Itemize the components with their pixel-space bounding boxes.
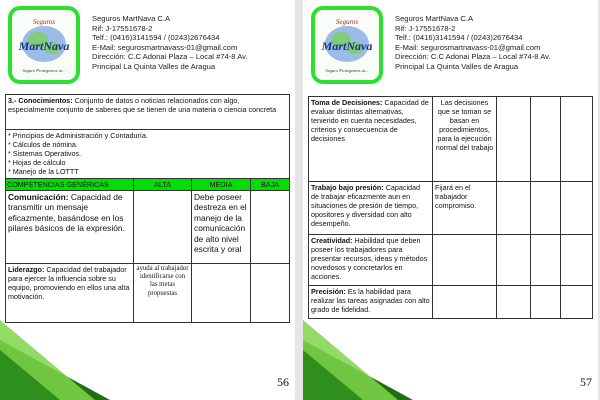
cell-empty [561,235,593,286]
logo-top-text: Seguros [32,18,56,26]
knowledge-definition [6,95,290,130]
company-phone: Telf.: (0416)3141594 / (0243)2676434 [395,33,523,43]
cell-empty [561,182,593,235]
knowledge-list [6,130,290,179]
company-logo [311,6,383,84]
table-row-toma-decisiones: Toma de Decisiones: Capacidad de evaluar distintas alternativas, teniendo en cuenta necesidades, criterios y consecuencia de decisiones [309,97,433,182]
company-logo [8,6,80,84]
cell-empty [561,286,593,319]
knowledge-text: Conjunto de datos o noticias relacionados con algo, especialmente conjunto de saberes que se tienen de una materia o ciencia concreta [8,96,277,114]
list-item: * Cálculos de nómina. [8,140,78,149]
table-row-creatividad: Creatividad: Habilidad que deben poseer los trabajadores para presentar recursos, ideas y métodos novedosos y concretarlos en acciones. [309,235,433,286]
company-name: Seguros MartNava C.A [92,14,171,23]
cell-alta: Las decisiones que se toman se basan en procedimientos, para la ejecución normal del trabajo [433,97,497,182]
cell-alta [433,235,497,286]
logo-brand-text: MartNava [18,39,70,53]
company-email: E-Mail: segurosmartnavass-01@gmail.com [395,42,541,52]
table-row-trabajo-presion: Trabajo bajo presión: Capacidad de trabajar eficazmente aun en situaciones de presión de tiempo, opositores y diversidad con alto desempeño. [309,182,433,235]
cell-empty [497,286,531,319]
logo-bottom-text: Seguro Protegemos tu... [325,68,369,73]
cell-alta: Fijará en el trabajador compromiso. [433,182,497,235]
cell-baja [251,264,290,323]
company-rif: Rif: J-17551678-2 [395,23,456,33]
page-number: 57 [580,375,592,389]
list-item: * Manejo de la LOTTT [8,167,79,176]
cell-alta: ayuda al trabajador identificarse con las metas propuestas [134,264,192,323]
cell-empty [531,235,561,286]
header-baja: BAJA [251,179,290,191]
page-56 [0,0,295,400]
table-row-liderazgo: Liderazgo: Capacidad del trabajador para ejercer la influencia sobre su equipo, promoviendo en ellos una alta motivación. [6,264,134,323]
company-address-1: Dirección: C.C Adonai Plaza – Local #74-8 Av. [92,52,248,62]
knowledge-table [5,94,290,323]
knowledge-title: 3.- Conocimientos: [8,96,73,105]
company-address-2: Principal La Quinta Valles de Aragua [395,61,519,71]
list-item: * Hojas de cálculo [8,158,66,167]
header-media: MEDIA [192,179,251,191]
logo-bottom-text: Seguro Protegemos tu... [22,68,66,73]
cell-empty [497,97,531,182]
company-address-1: Dirección: C.C Adonai Plaza – Local #74-8 Av. [395,52,551,62]
company-rif: Rif: J-17551678-2 [92,23,153,33]
competencies-table [308,96,593,319]
list-item: * Principios de Administración y Contaduría. [8,131,148,140]
company-address-2: Principal La Quinta Valles de Aragua [92,61,216,71]
cell-alta [134,191,192,264]
table-row-comunicacion: Comunicación: Capacidad de transmitir un mensaje eficazmente, basándose en los pilares básicos de la expresión. [6,191,134,264]
cell-media [192,264,251,323]
cell-empty [497,235,531,286]
company-phone: Telf.: (0416)3141594 / (0243)2676434 [92,33,220,43]
cell-alta [433,286,497,319]
list-item: * Sistemas Operativos. [8,149,82,158]
corner-decoration [303,320,413,400]
logo-top-text: Seguros [335,18,359,26]
cell-baja [251,191,290,264]
company-info [92,14,247,72]
logo-brand-text: MartNava [321,39,373,53]
company-info [395,14,550,72]
cell-empty [497,182,531,235]
page-number: 56 [277,375,289,389]
corner-decoration [0,320,110,400]
cell-empty [531,286,561,319]
cell-empty [531,97,561,182]
company-email: E-Mail: segurosmartnavass-01@gmail.com [92,42,238,52]
cell-empty [561,97,593,182]
header-alta: ALTA [134,179,192,191]
page-57 [303,0,598,400]
cell-media: Debe poseer destreza en el manejo de la comunicación de alto nivel escrita y oral [192,191,251,264]
cell-empty [531,182,561,235]
header-competencias: COMPETENCIAS GENÉRICAS [6,179,134,191]
company-name: Seguros MartNava C.A [395,14,474,23]
table-row-precision: Precisión: Es la habilidad para realizar las tareas asignadas con alto grado de fidelidad. [309,286,433,319]
